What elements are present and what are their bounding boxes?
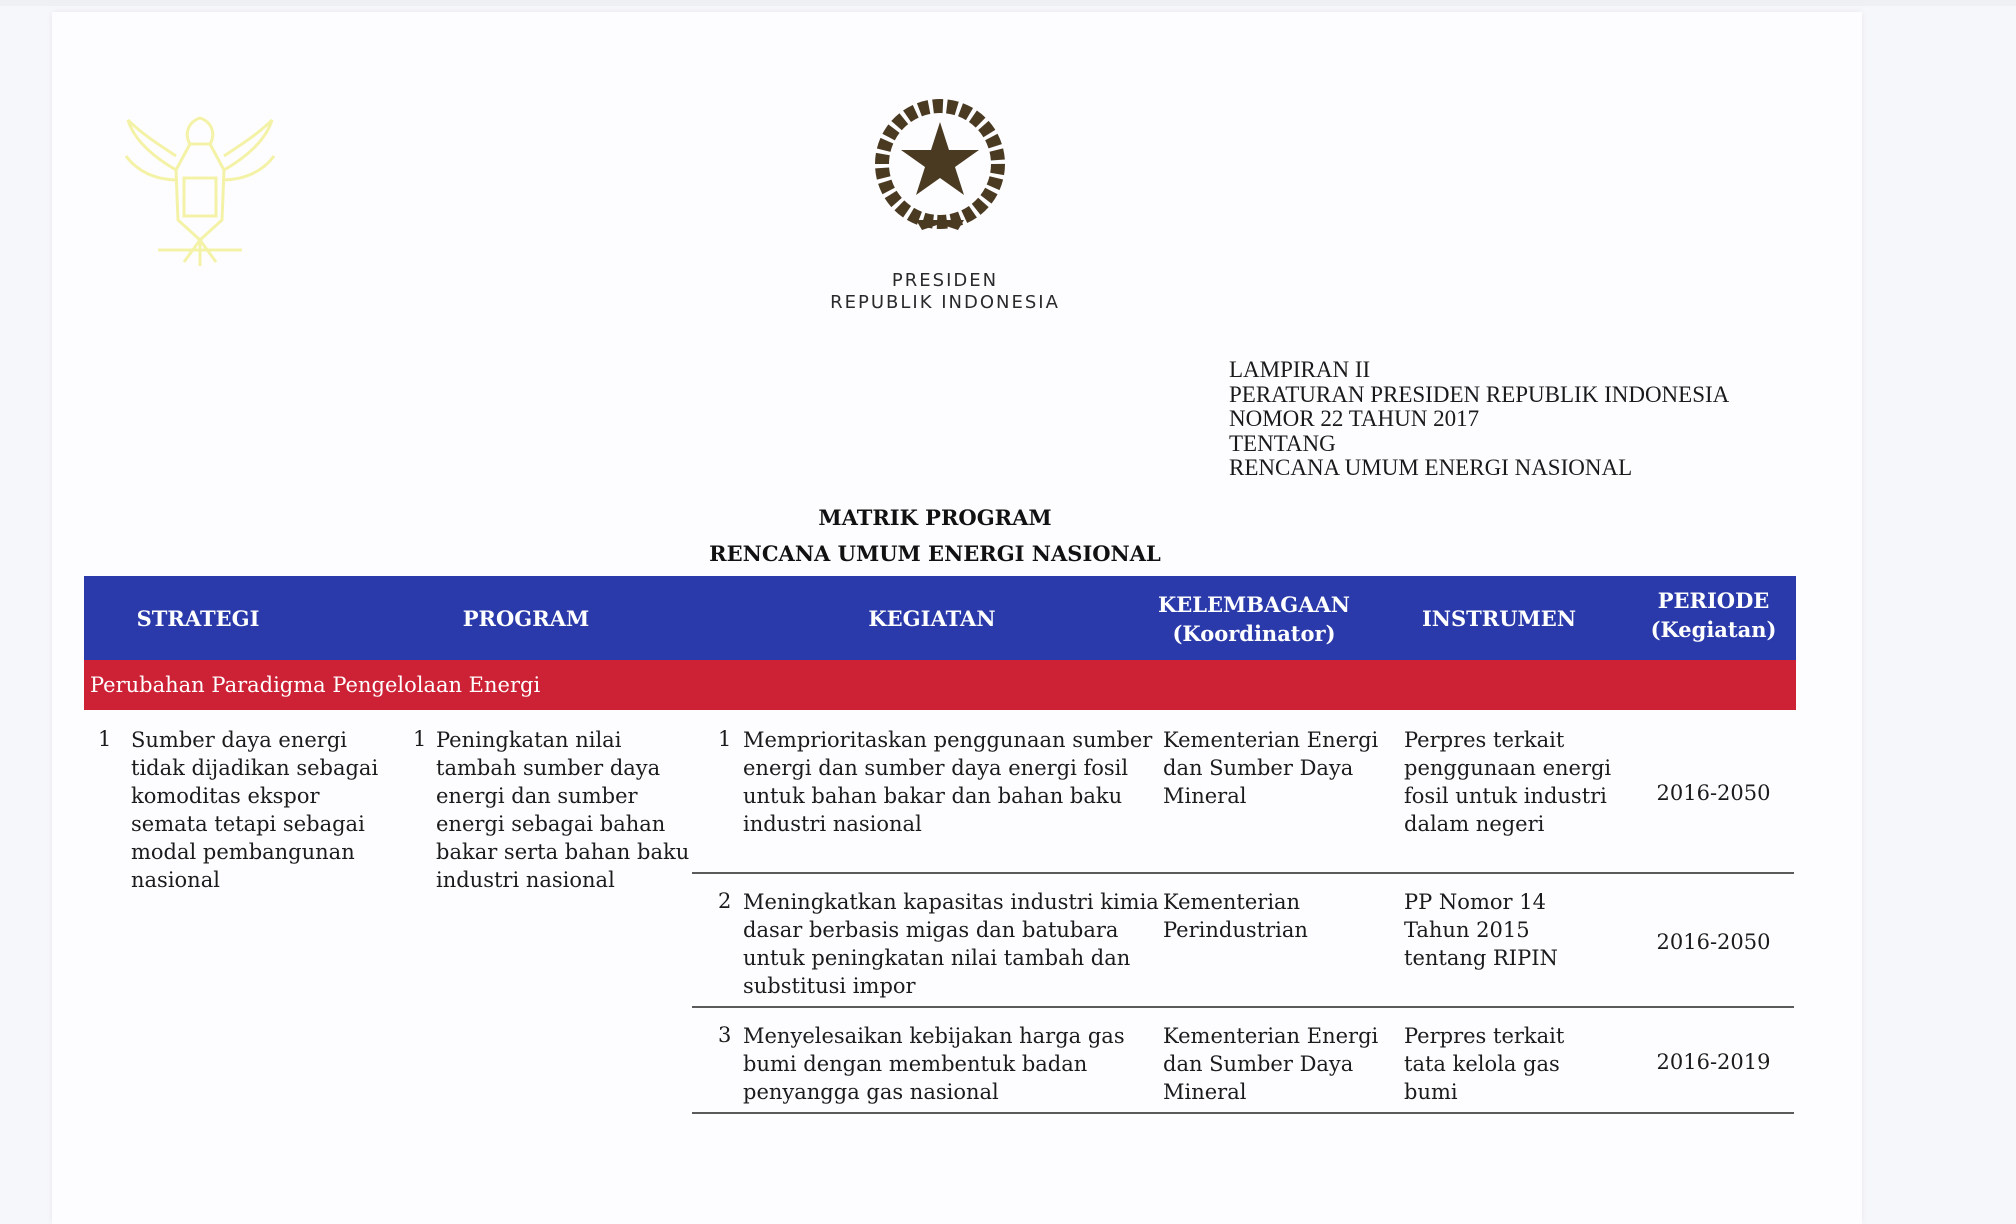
periode-text: 2016-2050 [1656, 781, 1771, 805]
letterhead [780, 270, 1110, 314]
letterhead-line2: REPUBLIK INDONESIA [830, 292, 1060, 313]
kegiatan-text: Meningkatkan kapasitas industri kimia dasar berbasis migas dan batubara untuk peningkatan nilai tambah dan substitusi impor [743, 890, 1159, 998]
kelembagaan-text: Kementerian Energi dan Sumber Daya Mineral [1163, 728, 1379, 808]
column-header-periode [1636, 586, 1791, 644]
column-header-instrumen: INSTRUMEN [1421, 606, 1577, 631]
kegiatan-number: 3 [718, 1023, 732, 1047]
column-header-kelembagaan-line1: KELEMBAGAAN [1157, 592, 1351, 617]
lampiran-line: NOMOR 22 TAHUN 2017 [1229, 406, 1480, 431]
instrumen-text: PP Nomor 14 Tahun 2015 tentang RIPIN [1404, 890, 1558, 970]
column-header-kelembagaan [1144, 590, 1364, 648]
document-title-line1: MATRIK PROGRAM [818, 505, 1052, 530]
kegiatan-text: Menyelesaikan kebijakan harga gas bumi dengan membentuk badan penyangga gas nasional [743, 1024, 1125, 1104]
periode-text: 2016-2050 [1656, 930, 1771, 954]
column-header-periode-line2: (Kegiatan) [1650, 617, 1777, 642]
attachment-reference [1229, 358, 1729, 481]
lampiran-line: RENCANA UMUM ENERGI NASIONAL [1229, 455, 1633, 480]
periode-text: 2016-2019 [1656, 1050, 1771, 1074]
section-title: Perubahan Paradigma Pengelolaan Energi [90, 673, 541, 697]
column-header-program: PROGRAM [462, 606, 590, 631]
scan-top-edge [0, 0, 2016, 6]
kegiatan-text: Memprioritaskan penggunaan sumber energi dan sumber daya energi fosil untuk bahan bakar dan bahan baku industri nasional [743, 728, 1153, 836]
row-divider [692, 872, 1794, 874]
table-header [84, 576, 1796, 660]
kegiatan-number: 2 [718, 889, 732, 913]
row-divider [692, 1112, 1794, 1114]
section-row [84, 660, 1796, 710]
column-header-kelembagaan-line2: (Koordinator) [1172, 621, 1336, 646]
kegiatan-number: 1 [718, 727, 732, 751]
column-header-periode-line1: PERIODE [1657, 588, 1770, 613]
instrumen-text: Perpres terkait tata kelola gas bumi [1404, 1024, 1565, 1104]
kelembagaan-text: Kementerian Perindustrian [1163, 890, 1308, 942]
lampiran-line: LAMPIRAN II [1229, 357, 1371, 382]
kelembagaan-text: Kementerian Energi dan Sumber Daya Mineral [1163, 1024, 1379, 1104]
presidential-star-emblem-icon [860, 92, 1020, 242]
program-text: Peningkatan nilai tambah sumber daya energi dan sumber energi sebagai bahan bakar serta bahan baku industri nasional [436, 728, 690, 892]
letterhead-line1: PRESIDEN [891, 270, 999, 291]
lampiran-line: TENTANG [1229, 430, 1336, 456]
lampiran-line: PERATURAN PRESIDEN REPUBLIK INDONESIA [1229, 381, 1730, 407]
row-divider [692, 1006, 1794, 1008]
strategi-text: Sumber daya energi tidak dijadikan sebagai komoditas ekspor semata tetapi sebagai modal pembangunan nasional [131, 728, 379, 892]
program-number: 1 [413, 727, 427, 751]
column-header-strategi: STRATEGI [136, 606, 260, 631]
instrumen-text: Perpres terkait penggunaan energi fosil untuk industri dalam negeri [1404, 728, 1612, 836]
garuda-watermark-icon [118, 100, 282, 270]
strategi-number: 1 [98, 727, 112, 751]
column-header-kegiatan: KEGIATAN [868, 606, 996, 631]
document-title-line2: RENCANA UMUM ENERGI NASIONAL [709, 541, 1161, 566]
